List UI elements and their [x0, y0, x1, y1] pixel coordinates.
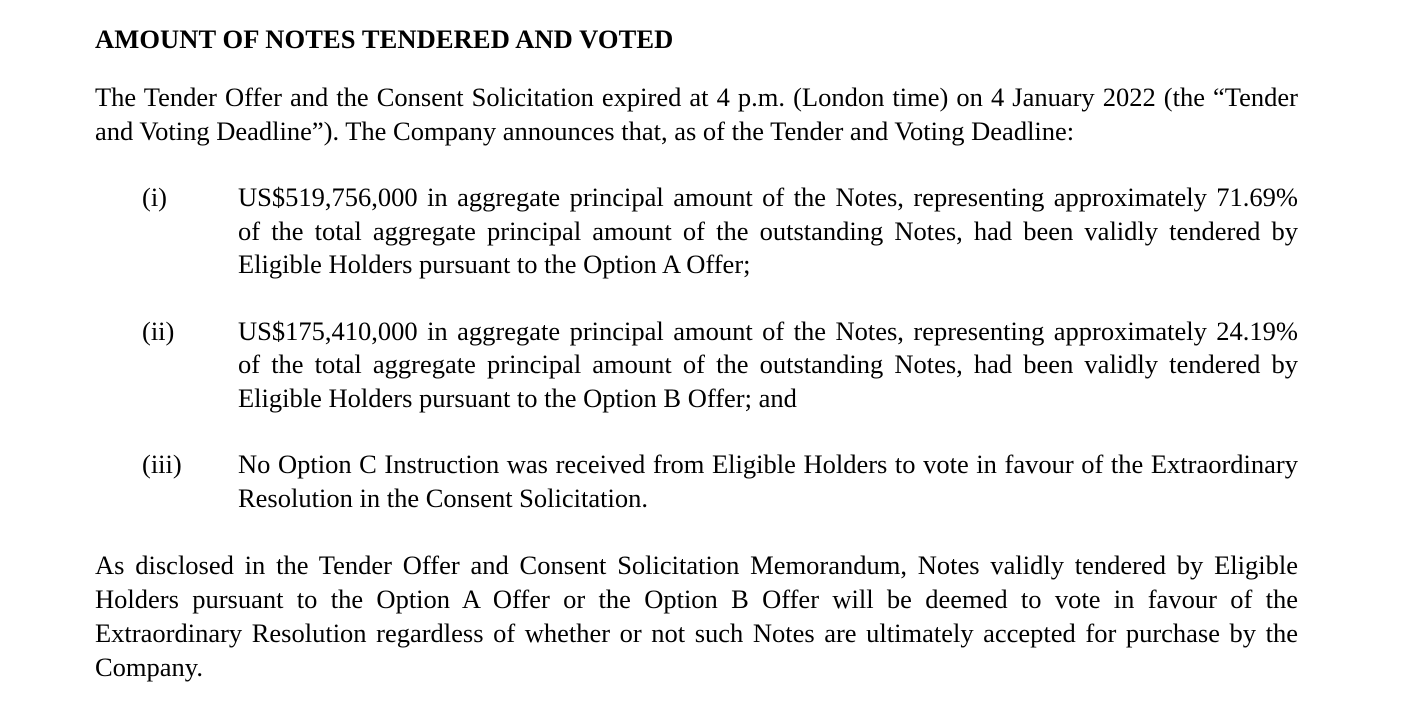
list-item-marker: (iii): [142, 449, 182, 479]
tender-results-list: [95, 181, 1298, 515]
list-item-marker: (ii): [142, 315, 175, 346]
list-item: [95, 315, 1298, 416]
document-body: [95, 22, 1298, 684]
closing-paragraph: As disclosed in the Tender Offer and Consent Solicitation Memorandum, Notes validly tendered by Eligible Holders pursuant to the Option A Offer or the Option B Offer will be deemed to vote in favour of the Extraordinary Resolution regardless of whether or not such Notes are ultimately accepted for purchase by the Company.: [95, 550, 1298, 682]
list-item-marker: (i): [142, 182, 168, 212]
list-item-text: US$175,410,000 in aggregate principal amount of the Notes, representing approximately 24.19% of the total aggregate principal amount of the outstanding Notes, had been validly tendered by Eligible Holders pursuant to the Option B Offer; and: [238, 315, 1298, 413]
list-item-text: No Option C Instruction was received from Eligible Holders to vote in favour of the Extraordinary Resolution in the Consent Solicitation.: [238, 449, 1298, 513]
intro-paragraph: The Tender Offer and the Consent Solicitation expired at 4 p.m. (London time) on 4 January 2022 (the “Tender and Voting Deadline”). The Company announces that, as of the Tender and Voting Deadline:: [95, 82, 1298, 146]
list-item: [95, 181, 1298, 282]
list-item: [95, 448, 1298, 515]
section-heading: AMOUNT OF NOTES TENDERED AND VOTED: [95, 24, 674, 54]
list-item-text: US$519,756,000 in aggregate principal amount of the Notes, representing approximately 71.69% of the total aggregate principal amount of the outstanding Notes, had been validly tendered by Eligible Holders pursuant to the Option A Offer;: [238, 182, 1298, 279]
